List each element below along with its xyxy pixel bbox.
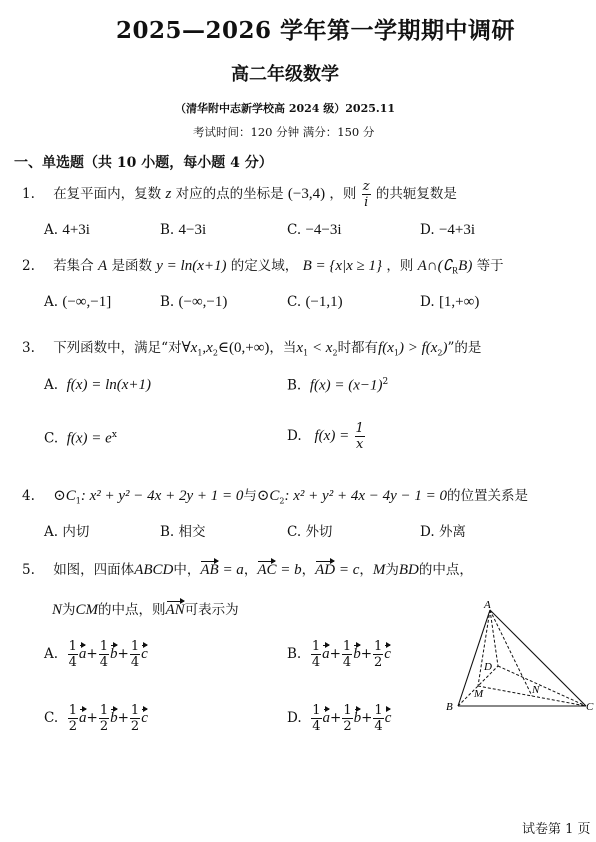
q5-option-a: A. $\frac{1}{4}$ a+ $\frac{1}{4}$ b+ $\frac{1}{4}$ c [44, 639, 148, 670]
label-d: D [484, 661, 492, 673]
q3-option-a: A. f(x) = ln(x+1) [44, 377, 152, 393]
question-number: 4. [22, 488, 35, 504]
question-number: 5. [22, 562, 35, 578]
point-coordinate: (−3,4) [287, 186, 326, 202]
segment-an [490, 610, 532, 696]
exam-title: 2025—2026 学年第一学期期中调研 [116, 17, 516, 44]
question-5: 5. 如图，四面体ABCD中，AB = a，AC = b，AD = c，M为BD的中点， [22, 562, 473, 578]
question-2: 2. 若集合 A 是函数 y = ln(x+1) 的定义域， B = {x|x ≥ 1} ，则 $A\cap(∁_RB)$ 等于 [22, 258, 504, 276]
q1-option-a: A. 4+3i [44, 222, 90, 238]
question-1: 1. 在复平面内，复数 z 对应的点的坐标是 (−3,4) ，则 $\frac{z}{i}$ 的共轭复数是 [22, 179, 457, 210]
section-title: 一、单选题（共 10 小题，每小题 4 分） [14, 155, 273, 171]
q2-option-a: A. (−∞,−1] [44, 294, 112, 310]
q4-option-b: B. 相交 [160, 524, 206, 540]
function-expression: y = ln(x+1) [156, 258, 227, 274]
question-3: 3. 下列函数中，满足“对$\forall x_1,x_2\in(0,+\infty)$，当$x_1 < x_2$时都有$f(x_1) > f(x_2)$”的是 [22, 340, 482, 358]
label-c: C [586, 701, 594, 713]
exam-meta: 考试时间：120 分钟 满分：150 分 [193, 125, 375, 139]
q1-option-d: D. −4+3i [420, 222, 476, 238]
q5-option-c: C. $\frac{1}{2}$ a+ $\frac{1}{2}$ b+ $\frac{1}{2}$ c [44, 703, 148, 734]
q4-option-c: C. 外切 [287, 524, 333, 540]
q1-option-b: B. 4−3i [160, 222, 207, 238]
q2-option-d: D. [1,+∞) [420, 294, 480, 310]
label-b: B [446, 701, 453, 713]
edge-ad [490, 610, 498, 666]
q3-option-d: D. f(x) = $\frac{1}{x}$ [287, 421, 364, 452]
question-number: 1. [22, 186, 35, 202]
q2-option-c: C. (−1,1) [287, 294, 343, 310]
tetrahedron-figure [440, 596, 596, 720]
q3-option-c: C. $f(x) = e^x$ [44, 430, 117, 447]
label-a: A [484, 599, 491, 611]
q5-option-d: D. $\frac{1}{4}$ a+ $\frac{1}{2}$ b+ $\frac{1}{4}$ c [287, 703, 392, 734]
question-number: 3. [22, 340, 35, 356]
exam-subtitle: 高二年级数学 [231, 64, 339, 85]
q2-option-b: B. (−∞,−1) [160, 294, 228, 310]
question-5-line2: N为CM的中点，则AN可表示为 [52, 602, 239, 618]
question-number: 2. [22, 258, 35, 274]
fraction: $\frac{z}{i}$ [362, 179, 370, 210]
question-4: 4. $⊙C_1$: x² + y² − 4x + 2y + 1 = 0与$⊙C_2$: x² + y² + 4x − 4y − 1 = 0的位置关系是 [22, 488, 528, 506]
q3-option-b: B. $f(x) = (x-1)^2$ [287, 377, 389, 394]
exam-info: （清华附中志新学校高 2024 级）2025.11 [175, 102, 396, 115]
fraction: $\frac{1}{x}$ [355, 421, 364, 452]
segment-am [478, 610, 490, 686]
set-b: B = {x|x ≥ 1} [302, 258, 383, 274]
edge-dc [498, 666, 586, 706]
label-m: M [474, 688, 484, 700]
q4-option-a: A. 内切 [44, 524, 90, 540]
page-number: 试卷第 1 页 [522, 822, 591, 837]
q1-option-c: C. −4−3i [287, 222, 342, 238]
q4-option-d: D. 外离 [420, 524, 466, 540]
q5-option-b: B. $\frac{1}{4}$ a+ $\frac{1}{4}$ b+ $\frac{1}{2}$ c [287, 639, 391, 670]
label-n: N [532, 684, 540, 696]
